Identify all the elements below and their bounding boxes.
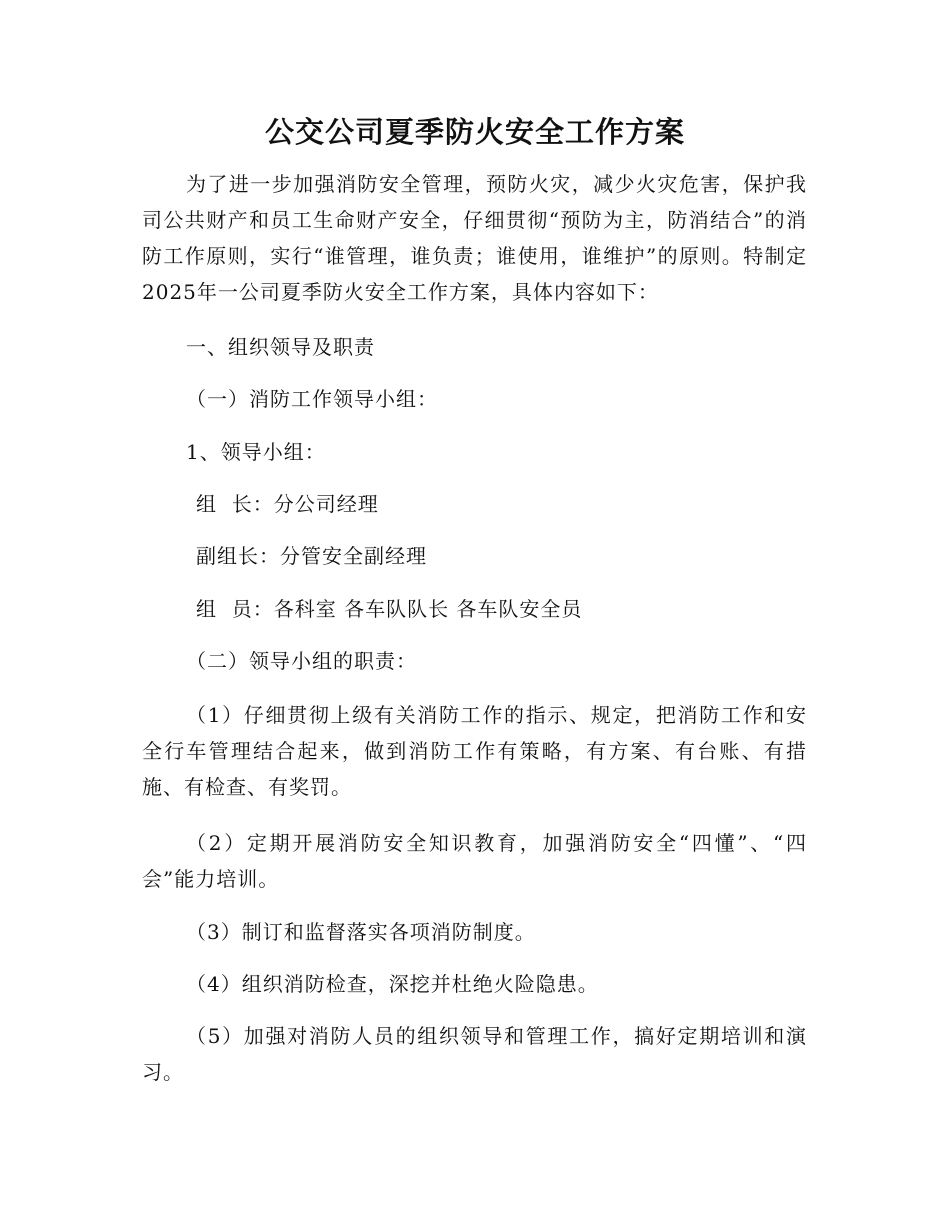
intro-paragraph: 为了进一步加强消防安全管理，预防火灾，减少火灾危害，保护我司公共财产和员工生命财产安全，仔细贯彻“预防为主，防消结合”的消防工作原则，实行“谁管理，谁负责；谁使用，谁维护”的原则。特制定2025年一公司夏季防火安全工作方案，具体内容如下： [142,172,807,304]
duty-item: （3）制订和监督落实各项消防制度。 [186,920,536,944]
member-staff: 组 员：各科室 各车队队长 各车队安全员 [196,597,583,621]
duty-item: （4）组织消防检查，深挖并杜绝火险隐患。 [186,972,599,996]
section-heading-organization: 一、组织领导及职责 [186,335,375,359]
subsection-heading-duties: （二）领导小组的职责： [186,649,417,673]
duty-item: （5）加强对消防人员的组织领导和管理工作，搞好定期培训和演习。 [142,1024,807,1084]
duty-item: （1）仔细贯彻上级有关消防工作的指示、规定，把消防工作和安全行车管理结合起来，做到消防工作有策略，有方案、有台账、有措施、有检查、有奖罚。 [142,703,807,799]
group-heading: 1、领导小组： [186,440,326,464]
member-leader: 组 长：分公司经理 [196,492,379,516]
subsection-heading-leadership-group: （一）消防工作领导小组： [186,387,438,411]
member-deputy: 副组长：分管安全副经理 [196,544,427,568]
duty-item: （2）定期开展消防安全知识教育，加强消防安全“四懂”、“四会”能力培训。 [142,831,807,891]
document-title: 公交公司夏季防火安全工作方案 [264,115,685,149]
